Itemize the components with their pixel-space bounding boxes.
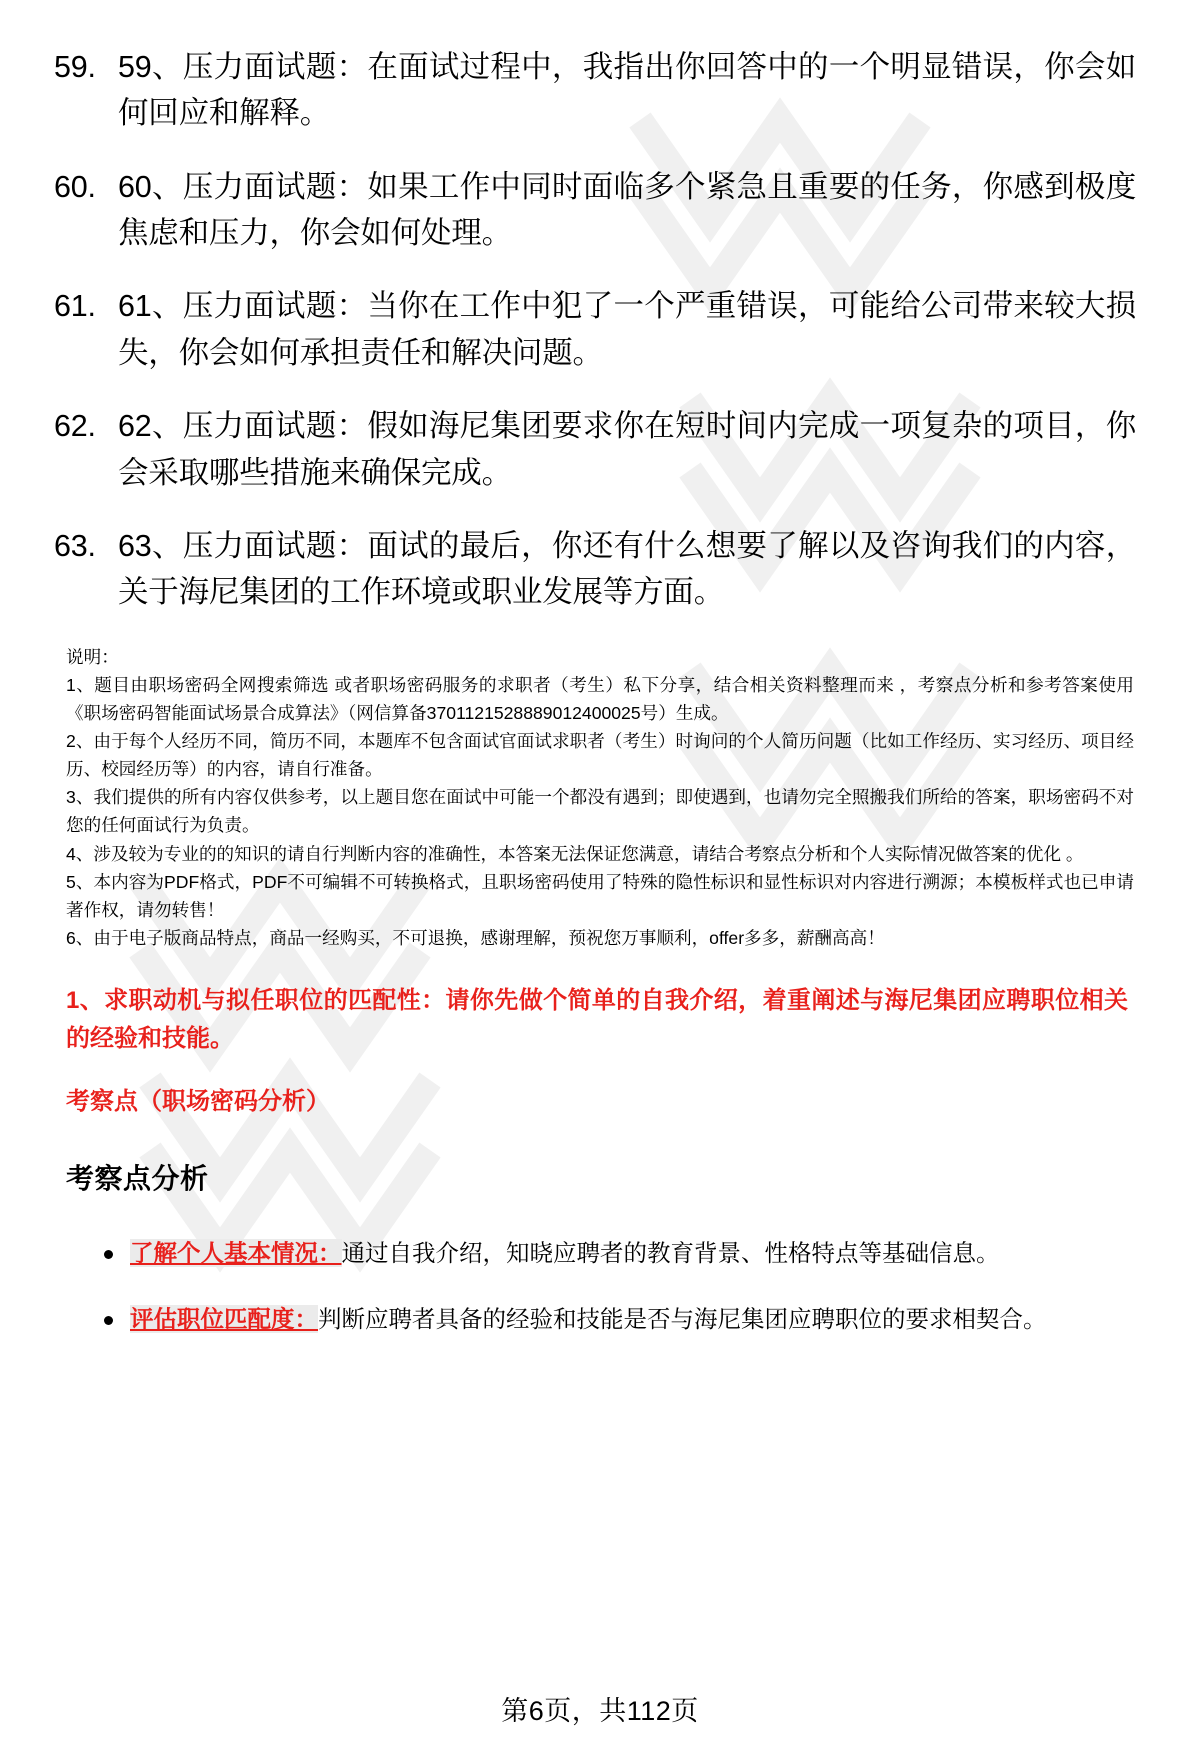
notes-block [52, 643, 1138, 953]
notes-item: 6、由于电子版商品特点，商品一经购买，不可退换，感谢理解，预祝您万事顺利，offer多多，薪酬高高！ [66, 928, 885, 948]
notes-item: 4、涉及较为专业的的知识的请自行判断内容的准确性，本答案无法保证您满意，请结合考察点分析和个人实际情况做答案的优化 。 [66, 843, 1084, 864]
notes-item: 1、题目由职场密码全网搜索筛选 或者职场密码服务的求职者（考生）私下分享，结合相关资料整理而来 ，考察点分析和参考答案使用《职场密码智能面试场景合成算法》（网信算备3701121528889012400025号）生成。 [66, 674, 1134, 723]
question-text: 62、压力面试题：假如海尼集团要求你在短时间内完成一项复杂的项目，你会采取哪些措施来确保完成。 [118, 409, 1136, 490]
section-heading: 考察点分析 [66, 1162, 209, 1194]
question-list [52, 44, 1138, 616]
page-footer [0, 1695, 1200, 1727]
question-number: 63. [54, 528, 96, 563]
question-text: 63、压力面试题：面试的最后，你还有什么想要了解以及咨询我们的内容，关于海尼集团的工作环境或职业发展等方面。 [118, 528, 1136, 610]
question-item [52, 523, 1138, 616]
question-item [52, 164, 1138, 257]
question-number: 62. [54, 409, 96, 444]
notes-title: 说明： [66, 646, 119, 667]
question-number: 59. [54, 50, 96, 84]
bullet-body: 判断应聘者具备的经验和技能是否与海尼集团应聘职位的要求相契合。 [318, 1305, 1047, 1332]
question-text: 59、压力面试题：在面试过程中，我指出你回答中的一个明显错误，你会如何回应和解释。 [118, 50, 1136, 131]
list-item [130, 1231, 1138, 1277]
bullet-lead-in: 了解个人基本情况： [130, 1239, 342, 1266]
page-number-label: 第6页，共112页 [501, 1695, 699, 1726]
notes-item: 3、我们提供的所有内容仅供参考，以上题目您在面试中可能一个都没有遇到；即使遇到，也请勿完全照搬我们所给的答案，职场密码不对您的任何面试行为负责。 [66, 787, 1134, 836]
analysis-bullet-list [52, 1231, 1138, 1343]
red-subheading: 考察点（职场密码分析） [66, 1087, 330, 1115]
notes-item: 5、本内容为PDF格式，PDF不可编辑不可转换格式，且职场密码使用了特殊的隐性标识和显性标识对内容进行溯源；本模板样式也已申请著作权，请勿转售！ [66, 871, 1134, 920]
bullet-lead-in: 评估职位匹配度： [130, 1305, 318, 1332]
question-number: 60. [54, 169, 96, 204]
question-item [52, 44, 1138, 137]
notes-item: 2、由于每个人经历不同，简历不同，本题库不包含面试官面试求职者（考生）时询问的个人简历问题（比如工作经历、实习经历、项目经历、校园经历等）的内容，请自行准备。 [66, 731, 1134, 780]
question-item [52, 403, 1138, 496]
question-number: 61. [54, 289, 96, 324]
list-item [130, 1297, 1138, 1343]
red-headline: 1、求职动机与拟任职位的匹配性：请你先做个简单的自我介绍，着重阐述与海尼集团应聘职位相关的经验和技能。 [66, 987, 1128, 1053]
question-text: 60、压力面试题：如果工作中同时面临多个紧急且重要的任务，你感到极度焦虑和压力，你会如何处理。 [118, 169, 1136, 251]
question-item [52, 283, 1138, 376]
bullet-body: 通过自我介绍，知晓应聘者的教育背景、性格特点等基础信息。 [341, 1239, 1000, 1266]
question-text: 61、压力面试题：当你在工作中犯了一个严重错误，可能给公司带来较大损失，你会如何承担责任和解决问题。 [118, 289, 1136, 370]
